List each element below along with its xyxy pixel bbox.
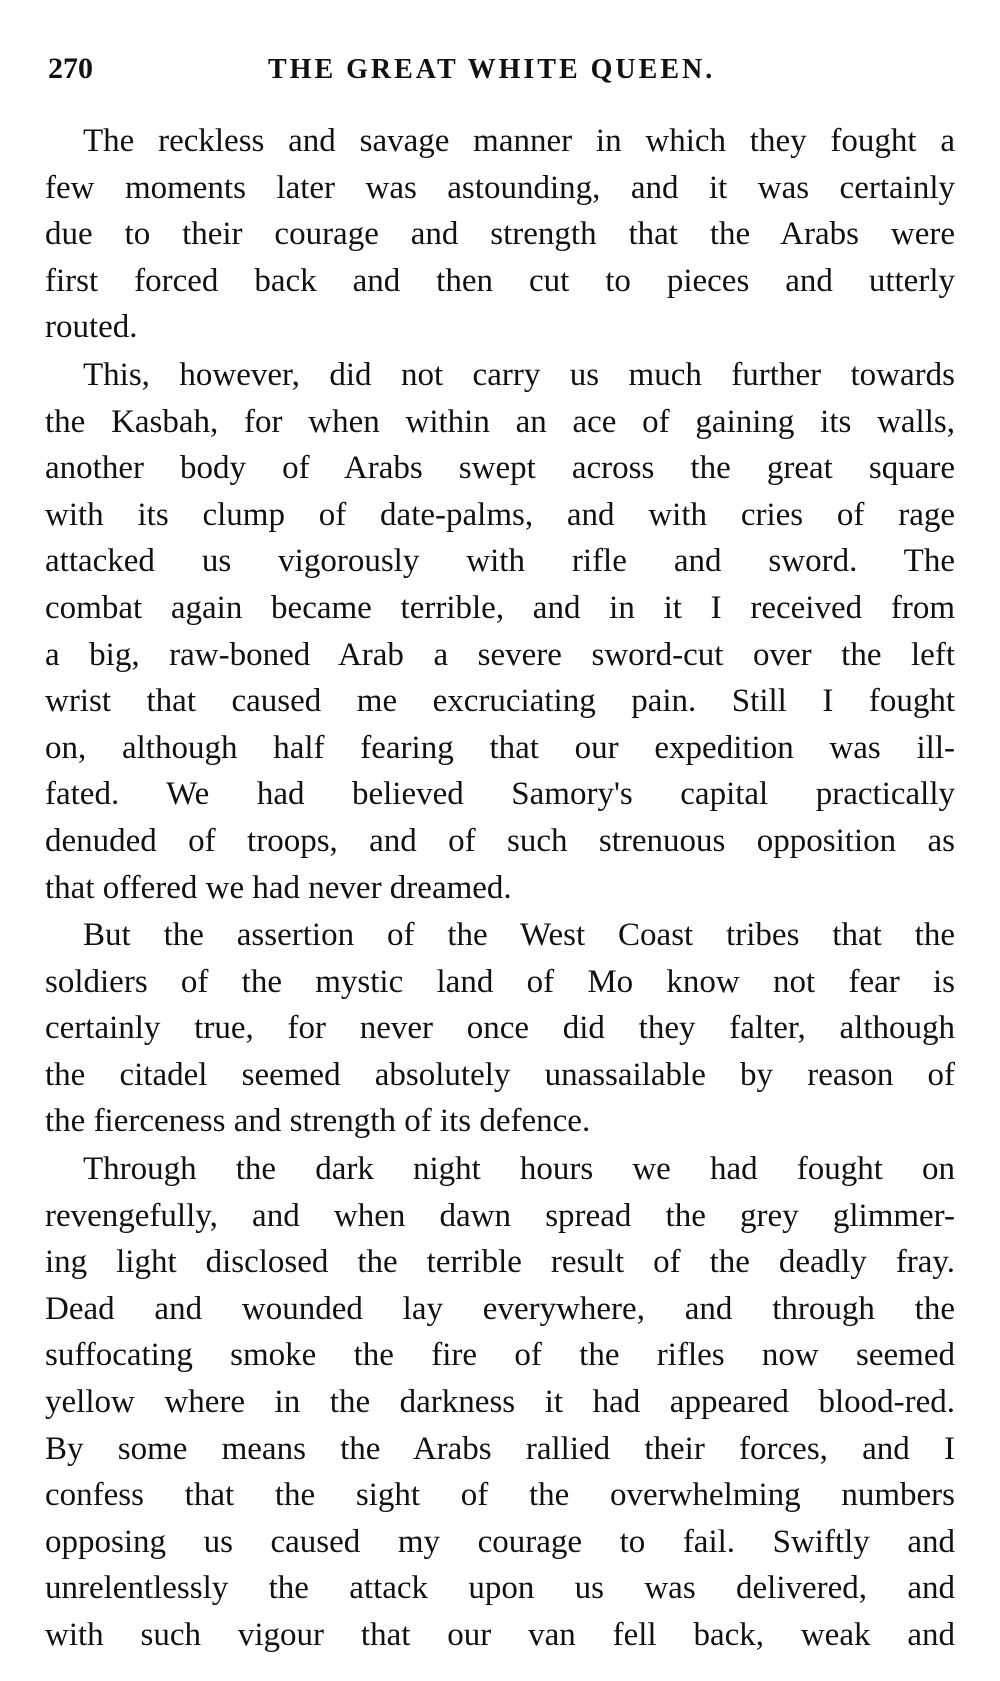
book-title: THE GREAT WHITE QUEEN. [268, 54, 716, 85]
text-line: due to their courage and strength that the Arabs were [45, 216, 955, 253]
text-line: The reckless and savage manner in which they fought a [83, 123, 955, 159]
text-line: a big, raw-boned Arab a severe sword-cut over the left [45, 636, 955, 673]
body-text [45, 118, 955, 1660]
text-line: on, although half fearing that our expedition was ill- [45, 729, 955, 766]
text-line: soldiers of the mystic land of Mo know not fear is [45, 963, 955, 1000]
text-line: But the assertion of the West Coast tribes that the [83, 917, 955, 954]
text-line: Through the dark night hours we had fought on [83, 1151, 955, 1188]
text-line: the fierceness and strength of its defence. [45, 1103, 591, 1140]
text-line: few moments later was astounding, and it was certainly [45, 169, 955, 206]
paragraph [45, 912, 955, 1145]
text-line: the Kasbah, for when within an ace of gaining its walls, [45, 403, 955, 440]
text-line: the citadel seemed absolutely unassailable by reason of [45, 1056, 955, 1093]
running-head [48, 52, 958, 92]
text-line: yellow where in the darkness it had appeared blood-red. [45, 1384, 955, 1421]
text-line: that offered we had never dreamed. [45, 869, 512, 906]
text-line: ing light disclosed the terrible result of the deadly fray. [45, 1244, 955, 1281]
text-line: another body of Arabs swept across the great square [45, 450, 955, 487]
text-line: opposing us caused my courage to fail. Swiftly and [45, 1523, 955, 1560]
text-line: with its clump of date-palms, and with cries of rage [45, 496, 955, 533]
text-line: suffocating smoke the fire of the rifles now seemed [45, 1337, 955, 1374]
text-line: Dead and wounded lay everywhere, and through the [45, 1290, 955, 1327]
page-number: 270 [48, 52, 93, 85]
text-line: certainly true, for never once did they falter, although [45, 1010, 955, 1047]
paragraph [45, 118, 955, 351]
text-line: By some means the Arabs rallied their forces, and I [45, 1430, 955, 1467]
text-line: with such vigour that our van fell back, weak and [45, 1617, 955, 1653]
text-line: denuded of troops, and of such strenuous opposition as [45, 822, 955, 859]
text-line: unrelentlessly the attack upon us was delivered, and [45, 1570, 955, 1607]
text-line: first forced back and then cut to pieces and utterly [45, 262, 955, 299]
text-line: fated. We had believed Samory's capital practically [45, 776, 955, 813]
text-line: routed. [45, 309, 138, 346]
paragraph [45, 1146, 955, 1659]
text-line: revengefully, and when dawn spread the grey glimmer- [45, 1197, 955, 1234]
paragraph [45, 352, 955, 911]
text-line: attacked us vigorously with rifle and sword. The [45, 543, 955, 580]
text-line: This, however, did not carry us much further towards [83, 356, 955, 393]
text-line: wrist that caused me excruciating pain. Still I fought [45, 683, 955, 720]
text-line: combat again became terrible, and in it I received from [45, 589, 955, 626]
text-line: confess that the sight of the overwhelming numbers [45, 1477, 955, 1514]
